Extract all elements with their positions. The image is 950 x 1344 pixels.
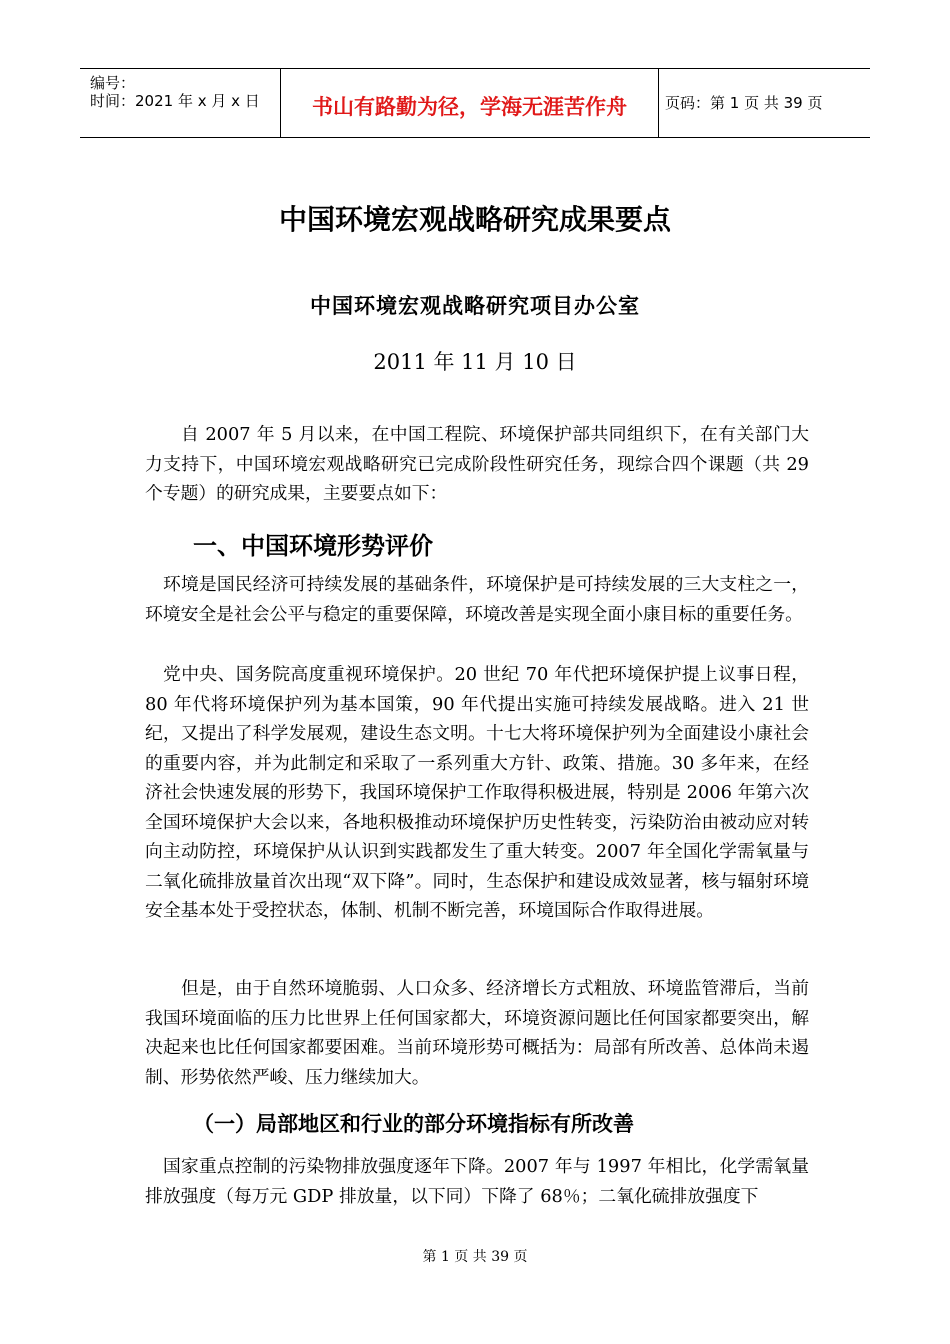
header-page-cell xyxy=(659,69,870,137)
body-paragraph: 环境是国民经济可持续发展的基础条件，环境保护是可持续发展的三大支柱之一，环境安全是社会公平与稳定的重要保障，环境改善是实现全面小康目标的重要任务。 xyxy=(145,574,809,625)
motto-text: 书山有路勤为径，学海无涯苦作舟 xyxy=(312,95,627,119)
subsection-heading: （一）局部地区和行业的部分环境指标有所改善 xyxy=(193,1111,634,1136)
body-paragraph: 但是，由于自然环境脆弱、人口众多、经济增长方式粗放、环境监管滞后，当前我国环境面临的压力比世界上任何国家都大，环境资源问题比任何国家都要突出，解决起来也比任何国家都要困难。当前环境形势可概括为：局部有所改善、总体尚未遏制、形势依然严峻、压力继续加大。 xyxy=(145,978,809,1088)
document-number-label: 编号： xyxy=(90,74,136,92)
header-motto-cell xyxy=(281,69,659,137)
header-meta-cell xyxy=(80,69,281,137)
document-time-label: 时间：2021 年 x 月 x 日 xyxy=(90,92,260,110)
section-heading: 一、中国环境形势评价 xyxy=(193,531,433,560)
intro-paragraph: 自 2007 年 5 月以来，在中国工程院、环境保护部共同组织下，在有关部门大力支持下，中国环境宏观战略研究已完成阶段性研究任务，现综合四个课题（共 29 个专题）的研究成果，主要要点如下： xyxy=(145,424,809,504)
document-date: 2011 年 11 月 10 日 xyxy=(373,350,577,374)
body-paragraph: 国家重点控制的污染物排放强度逐年下降。2007 年与 1997 年相比，化学需氧量排放强度（每万元 GDP 排放量，以下同）下降了 68％；二氧化硫排放强度下 xyxy=(145,1156,809,1207)
body-paragraph: 党中央、国务院高度重视环境保护。20 世纪 70 年代把环境保护提上议事日程，80 年代将环境保护列为基本国策，90 年代提出实施可持续发展战略。进入 21 世纪，又提出了科学发展观，建设生态文明。十七大将环境保护列为全面建设小康社会的重要内容，并为此制定和采取了一系列重大方针、政策、措施。30 多年来，在经济社会快速发展的形势下，我国环境保护工作取得积极进展，特别是 2006 年第六次全国环境保护大会以来，各地积极推动环境保护历史性转变，污染防治由被动应对转向主动防控，环境保护从认识到实践都发生了重大转变。2007 年全国化学需氧量与二氧化硫排放量首次出现“双下降”。同时，生态保护和建设成效显著，核与辐射环境安全基本处于受控状态，体制、机制不断完善，环境国际合作取得进展。 xyxy=(145,664,809,921)
document-subtitle: 中国环境宏观战略研究项目办公室 xyxy=(310,293,640,318)
page-code-label: 页码：第 1 页 共 39 页 xyxy=(665,94,823,112)
page-footer: 第 1 页 共 39 页 xyxy=(422,1249,528,1265)
header-table xyxy=(80,68,870,138)
document-title: 中国环境宏观战略研究成果要点 xyxy=(278,203,671,236)
